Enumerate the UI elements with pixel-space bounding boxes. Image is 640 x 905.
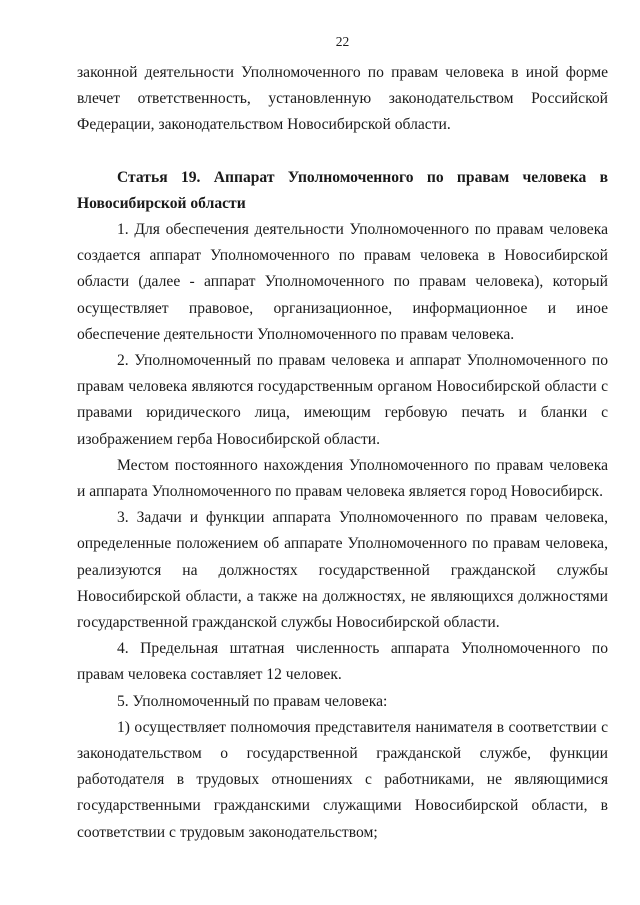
continuation-paragraph: законной деятельности Уполномоченного по правам человека в иной форме влечет ответственность, установленную законодательством Российской Федерации, законодательством Новосибирской области. — [77, 64, 608, 134]
article-heading: Статья 19. Аппарат Уполномоченного по правам человека в Новосибирской области — [77, 168, 608, 212]
paragraph-4: 4. Предельная штатная численность аппарата Уполномоченного по правам человека составляет 12 человек. — [77, 640, 608, 684]
document-page — [77, 32, 608, 846]
paragraph-2: 2. Уполномоченный по правам человека и аппарат Уполномоченного по правам человека являются государственным органом Новосибирской области с правами юридического лица, имеющим гербовую печать и бланки с изображением герба Новосибирской области. — [77, 352, 608, 448]
paragraph-location: Местом постоянного нахождения Уполномоченного по правам человека и аппарата Уполномоченного по правам человека является город Новосибирск. — [77, 456, 608, 501]
paragraph-1: 1. Для обеспечения деятельности Уполномоченного по правам человека создается аппарат Уполномоченного по правам человека в Новосибирской области (далее - аппарат Уполномоченного по правам человека), который осуществляет правовое, организационное, информационное и иное обеспечение деятельности Уполномоченного по правам человека. — [77, 221, 608, 343]
paragraph-5: 5. Уполномоченный по правам человека: — [117, 692, 388, 710]
page-number: 22 — [335, 34, 350, 49]
paragraph-5-1: 1) осуществляет полномочия представителя нанимателя в соответствии с законодательством о государственной гражданской службе, функции работодателя в трудовых отношениях с работниками, не являющимися государственными гражданскими служащими Новосибирской области, в соответствии с трудовым законодательством; — [77, 718, 608, 841]
paragraph-3: 3. Задачи и функции аппарата Уполномоченного по правам человека, определенные положением об аппарате Уполномоченного по правам человека, реализуются на должностях государственной гражданской службы Новосибирской области, а также на должностях, не являющихся должностями государственной гражданской службы Новосибирской области. — [77, 509, 608, 632]
